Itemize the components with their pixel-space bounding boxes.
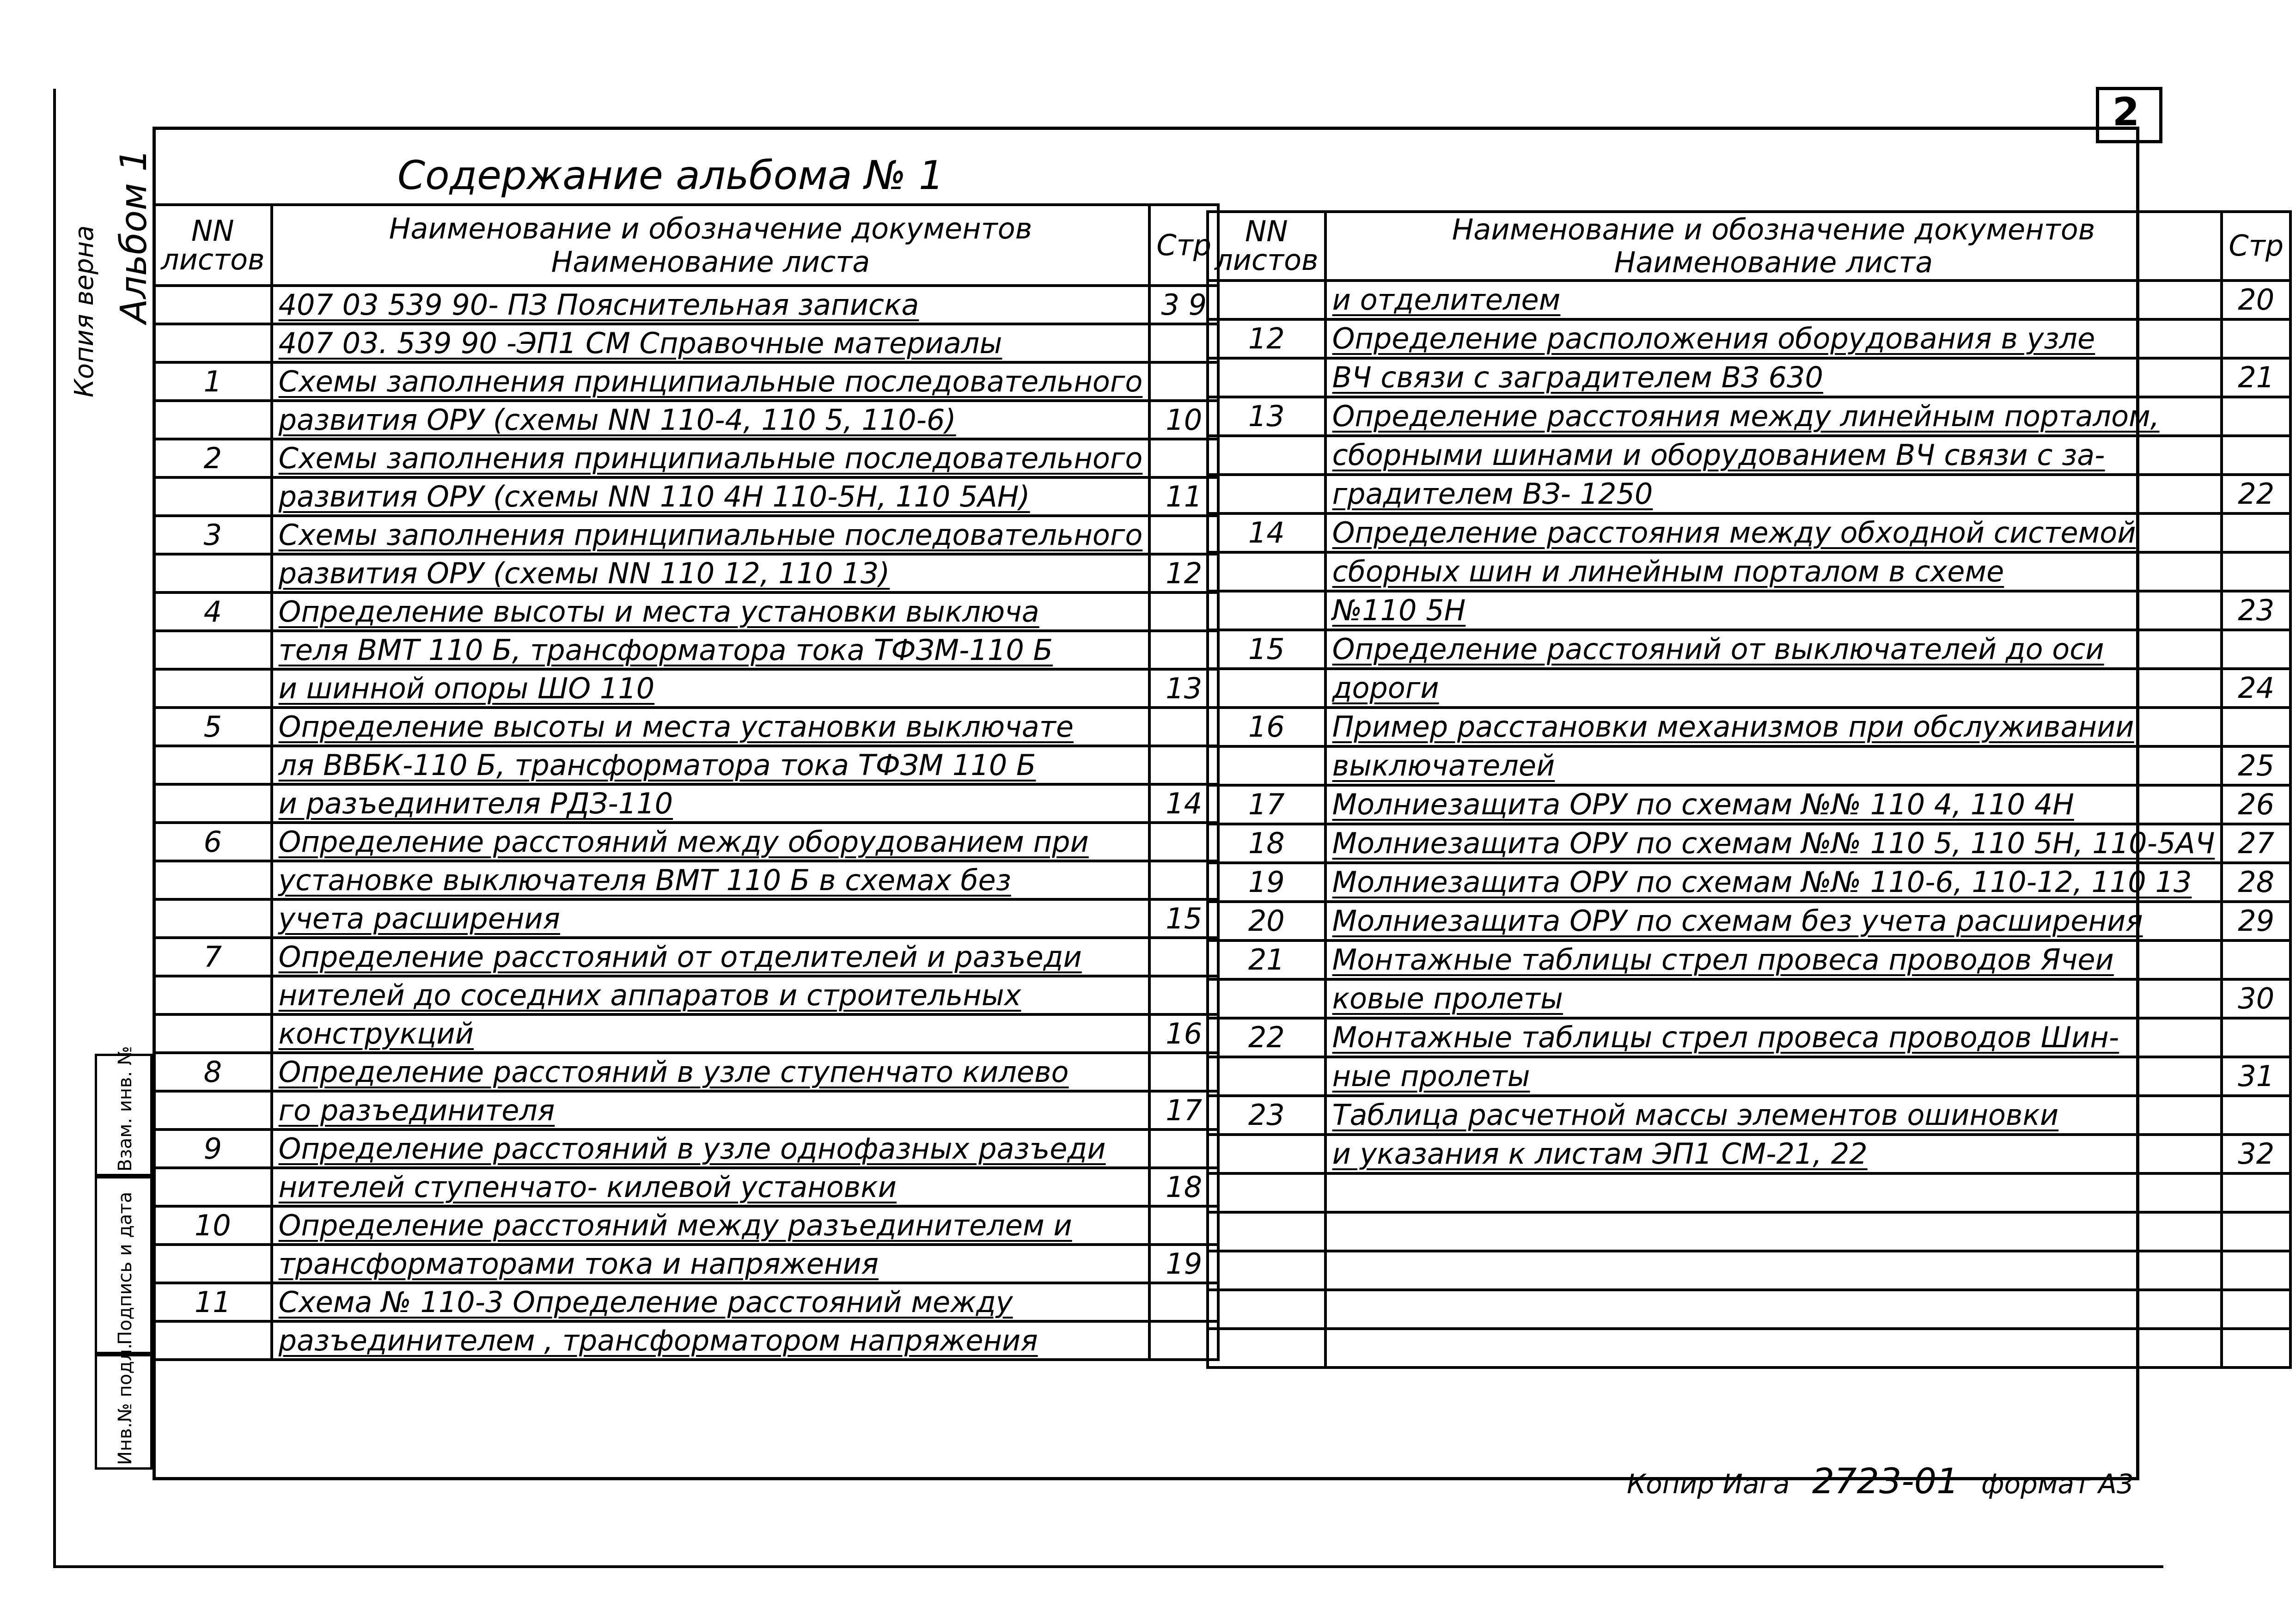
header-col-num: NN листов	[154, 205, 272, 286]
row-num: 23	[1208, 1096, 1325, 1135]
row-num	[1208, 979, 1325, 1018]
row-num	[1208, 436, 1325, 475]
table-row	[154, 401, 1218, 439]
row-num	[1208, 475, 1325, 513]
row-name: развития ОРУ (схемы NN 110 12, 110 13)	[272, 554, 1150, 592]
header-col-page: Стр	[2222, 212, 2290, 281]
stamp-sign-date: Подпись и дата	[115, 1191, 136, 1345]
row-name: Определение расстояний в узле ступенчато килево	[272, 1053, 1150, 1091]
table-row	[154, 1053, 1218, 1091]
row-num: 9	[154, 1129, 272, 1168]
table-row	[1208, 358, 2290, 397]
row-page: 11	[1149, 477, 1218, 516]
row-name: Определение расстояний между оборудованием при	[272, 823, 1150, 861]
row-name: нителей ступенчато- килевой установки	[272, 1168, 1150, 1206]
row-num	[154, 1014, 272, 1053]
sheet-number: 2	[2112, 89, 2140, 134]
row-name: Определение расположения оборудования в узле	[1325, 319, 2222, 358]
footer-line	[1627, 1460, 2134, 1502]
row-name: разъединителем , трансформатором напряжения	[272, 1321, 1150, 1360]
table-row	[154, 1168, 1218, 1206]
left-contents-table	[153, 203, 1220, 1361]
row-name: Определение расстояния между линейным порталом,	[1325, 397, 2222, 436]
table-row	[1208, 1251, 2290, 1290]
row-page	[2222, 436, 2290, 475]
table-row	[154, 899, 1218, 938]
table-row	[154, 631, 1218, 669]
row-num	[154, 1321, 272, 1360]
row-num: 20	[1208, 902, 1325, 940]
side-label-album: Альбом 1	[113, 148, 155, 324]
header-col-name	[1325, 212, 2222, 281]
row-name: Монтажные таблицы стрел провеса проводов Ячеи	[1325, 940, 2222, 979]
stamp-cell-orig	[95, 1343, 153, 1470]
table-row	[154, 784, 1218, 823]
table-row	[1208, 1057, 2290, 1096]
table-row	[1208, 513, 2290, 552]
table-row	[154, 324, 1218, 362]
row-name: развития ОРУ (схемы NN 110 4Н 110-5Н, 110 5АН)	[272, 477, 1150, 516]
row-name	[1325, 1251, 2222, 1290]
row-name: 407 03 539 90- ПЗ Пояснительная записка	[272, 286, 1150, 324]
row-page	[2222, 552, 2290, 591]
row-num	[1208, 358, 1325, 397]
row-num: 5	[154, 708, 272, 746]
row-num	[1208, 1173, 1325, 1212]
row-page: 25	[2222, 746, 2290, 785]
table-header-row	[154, 205, 1218, 286]
table-row	[1208, 1173, 2290, 1212]
row-name: Определение расстояний между разъединителем и	[272, 1206, 1150, 1245]
side-label-copy: Копия верна	[69, 225, 99, 397]
row-page	[2222, 513, 2290, 552]
header-col-page: Стр	[1149, 205, 1218, 286]
table-row	[1208, 552, 2290, 591]
row-num	[1208, 552, 1325, 591]
row-num	[154, 976, 272, 1014]
row-page: 22	[2222, 475, 2290, 513]
row-num	[1208, 1212, 1325, 1251]
row-name: развития ОРУ (схемы NN 110-4, 110 5, 110-6)	[272, 401, 1150, 439]
row-name: и разъединителя РДЗ-110	[272, 784, 1150, 823]
row-page: 18	[1149, 1168, 1218, 1206]
row-page: 12	[1149, 554, 1218, 592]
row-page: 14	[1149, 784, 1218, 823]
row-num	[154, 477, 272, 516]
row-num: 22	[1208, 1018, 1325, 1057]
header-name-line2: Наименование листа	[551, 244, 870, 279]
row-page: 29	[2222, 902, 2290, 940]
row-name: учета расширения	[272, 899, 1150, 938]
row-num	[1208, 669, 1325, 708]
row-name: и указания к листам ЭП1 СМ-21, 22	[1325, 1135, 2222, 1173]
table-header-row	[1208, 212, 2290, 281]
stamp-inv-orig: Инв.№ подл.	[115, 1343, 136, 1465]
row-page: 23	[2222, 591, 2290, 630]
row-name: Определение высоты и места установки выключа	[272, 592, 1150, 631]
stamp-inv-replace: Взам. инв. №	[115, 1046, 136, 1172]
table-row	[154, 861, 1218, 899]
table-row	[1208, 1018, 2290, 1057]
row-num	[154, 1091, 272, 1129]
row-num: 17	[1208, 785, 1325, 824]
row-page	[2222, 1212, 2290, 1251]
table-row	[154, 1091, 1218, 1129]
header-name-line1: Наименование и обозначение документов	[389, 212, 1032, 246]
row-num	[1208, 591, 1325, 630]
row-name: сборных шин и линейным порталом в схеме	[1325, 552, 2222, 591]
table-row	[154, 976, 1218, 1014]
row-name: сборными шинами и оборудованием ВЧ связи с за-	[1325, 436, 2222, 475]
table-row	[154, 1206, 1218, 1245]
row-page: 27	[2222, 824, 2290, 863]
row-page	[2222, 940, 2290, 979]
right-contents-table	[1206, 210, 2292, 1369]
table-row	[154, 477, 1218, 516]
row-num	[154, 784, 272, 823]
row-name: Определение расстояний от отделителей и разъеди	[272, 938, 1150, 976]
row-num: 14	[1208, 513, 1325, 552]
table-row	[1208, 669, 2290, 708]
stamp-block	[95, 1046, 153, 1470]
table-row	[1208, 863, 2290, 902]
row-num: 16	[1208, 708, 1325, 746]
row-num: 7	[154, 938, 272, 976]
table-row	[154, 938, 1218, 976]
row-num: 12	[1208, 319, 1325, 358]
row-page	[2222, 397, 2290, 436]
row-num: 1	[154, 362, 272, 401]
row-name: Молниезащита ОРУ по схемам №№ 110-6, 110-12, 110 13	[1325, 863, 2222, 902]
row-page: 17	[1149, 1091, 1218, 1129]
table-row	[154, 1245, 1218, 1283]
row-page	[2222, 630, 2290, 669]
row-page: 28	[2222, 863, 2290, 902]
row-name: конструкций	[272, 1014, 1150, 1053]
row-num: 21	[1208, 940, 1325, 979]
row-name: ВЧ связи с заградителем ВЗ 630	[1325, 358, 2222, 397]
row-num	[154, 324, 272, 362]
page-title: Содержание альбома № 1	[397, 153, 944, 199]
row-name: го разъединителя	[272, 1091, 1150, 1129]
table-row	[1208, 1096, 2290, 1135]
table-row	[154, 1283, 1218, 1321]
row-page	[2222, 1018, 2290, 1057]
row-num	[1208, 1135, 1325, 1173]
row-name: Схема № 110-3 Определение расстояний между	[272, 1283, 1150, 1321]
row-name	[1325, 1329, 2222, 1368]
header-col-num: NN листов	[1208, 212, 1325, 281]
row-num: 15	[1208, 630, 1325, 669]
row-page	[2222, 1329, 2290, 1368]
row-name: 407 03. 539 90 -ЭП1 СМ Справочные материалы	[272, 324, 1150, 362]
row-num: 10	[154, 1206, 272, 1245]
row-num	[154, 401, 272, 439]
row-name: нителей до соседних аппаратов и строительных	[272, 976, 1150, 1014]
row-name: теля ВМТ 110 Б, трансформатора тока ТФЗМ-110 Б	[272, 631, 1150, 669]
row-name: Схемы заполнения принципиальные последовательного	[272, 516, 1150, 554]
stamp-cell-sign	[95, 1176, 153, 1354]
row-num	[154, 631, 272, 669]
row-name	[1325, 1290, 2222, 1329]
row-num	[1208, 281, 1325, 319]
row-page: 10	[1149, 401, 1218, 439]
row-page: 32	[2222, 1135, 2290, 1173]
row-name: ля ВВБК-110 Б, трансформатора тока ТФЗМ 110 Б	[272, 746, 1150, 784]
row-num: 13	[1208, 397, 1325, 436]
row-page: 3 9	[1149, 286, 1218, 324]
footer-format: формат А3	[1981, 1468, 2134, 1500]
row-name	[1325, 1212, 2222, 1251]
table-row	[154, 708, 1218, 746]
table-row	[154, 439, 1218, 477]
row-name: установке выключателя ВМТ 110 Б в схемах без	[272, 861, 1150, 899]
table-row	[154, 823, 1218, 861]
row-name: Молниезащита ОРУ по схемам №№ 110 4, 110 4Н	[1325, 785, 2222, 824]
row-page	[2222, 1251, 2290, 1290]
row-page	[2222, 1290, 2290, 1329]
row-num: 11	[154, 1283, 272, 1321]
table-row	[154, 362, 1218, 401]
row-num	[1208, 746, 1325, 785]
footer-copied: Копир Иага	[1627, 1468, 1790, 1500]
table-row	[154, 516, 1218, 554]
table-row	[1208, 824, 2290, 863]
row-num	[154, 1168, 272, 1206]
row-name: градителем ВЗ- 1250	[1325, 475, 2222, 513]
row-name: Пример расстановки механизмов при обслуживании	[1325, 708, 2222, 746]
row-num	[154, 286, 272, 324]
row-name: №110 5Н	[1325, 591, 2222, 630]
row-num: 8	[154, 1053, 272, 1091]
row-page: 20	[2222, 281, 2290, 319]
table-row	[154, 554, 1218, 592]
row-name: Таблица расчетной массы элементов ошиновки	[1325, 1096, 2222, 1135]
row-name: выключателей	[1325, 746, 2222, 785]
row-name: Определение расстояний от выключателей до оси	[1325, 630, 2222, 669]
table-row	[1208, 1212, 2290, 1251]
row-num: 2	[154, 439, 272, 477]
row-name	[1325, 1173, 2222, 1212]
table-row	[154, 746, 1218, 784]
table-row	[154, 286, 1218, 324]
row-num: 3	[154, 516, 272, 554]
table-row	[1208, 940, 2290, 979]
row-name: Монтажные таблицы стрел провеса проводов Шин-	[1325, 1018, 2222, 1057]
table-row	[1208, 281, 2290, 319]
footer-code: 2723-01	[1812, 1460, 1959, 1502]
row-name: Схемы заполнения принципиальные последовательного	[272, 439, 1150, 477]
row-page	[2222, 1173, 2290, 1212]
row-name: дороги	[1325, 669, 2222, 708]
table-row	[1208, 1329, 2290, 1368]
row-num	[154, 669, 272, 708]
table-row	[154, 1014, 1218, 1053]
row-page	[2222, 1096, 2290, 1135]
row-name: Определение высоты и места установки выключате	[272, 708, 1150, 746]
table-row	[1208, 397, 2290, 436]
table-row	[1208, 475, 2290, 513]
row-name: Молниезащита ОРУ по схемам №№ 110 5, 110 5Н, 110-5АЧ	[1325, 824, 2222, 863]
row-name: ковые пролеты	[1325, 979, 2222, 1018]
row-num: 19	[1208, 863, 1325, 902]
row-num	[154, 861, 272, 899]
table-row	[154, 669, 1218, 708]
table-row	[154, 1321, 1218, 1360]
row-num	[154, 899, 272, 938]
row-num	[1208, 1290, 1325, 1329]
table-row	[1208, 979, 2290, 1018]
table-row	[1208, 746, 2290, 785]
row-page	[2222, 708, 2290, 746]
row-page: 21	[2222, 358, 2290, 397]
table-row	[1208, 319, 2290, 358]
row-num	[1208, 1251, 1325, 1290]
table-row	[1208, 591, 2290, 630]
row-num	[154, 746, 272, 784]
row-name: Определение расстояний в узле однофазных разъеди	[272, 1129, 1150, 1168]
row-page: 26	[2222, 785, 2290, 824]
row-name: Молниезащита ОРУ по схемам без учета расширения	[1325, 902, 2222, 940]
table-row	[1208, 630, 2290, 669]
row-name: трансформаторами тока и напряжения	[272, 1245, 1150, 1283]
row-name: Определение расстояния между обходной системой	[1325, 513, 2222, 552]
row-num: 6	[154, 823, 272, 861]
row-name: Схемы заполнения принципиальные последовательного	[272, 362, 1150, 401]
table-row	[1208, 1290, 2290, 1329]
row-page: 30	[2222, 979, 2290, 1018]
table-row	[1208, 436, 2290, 475]
row-name: и шинной опоры ШО 110	[272, 669, 1150, 708]
header-col-name	[272, 205, 1150, 286]
table-row	[154, 592, 1218, 631]
table-row	[1208, 785, 2290, 824]
row-name: ные пролеты	[1325, 1057, 2222, 1096]
row-num: 4	[154, 592, 272, 631]
row-page	[2222, 319, 2290, 358]
stamp-cell-replace	[95, 1046, 153, 1176]
table-row	[1208, 902, 2290, 940]
row-num	[1208, 1329, 1325, 1368]
header-name-line1: Наименование и обозначение документов	[1452, 213, 2095, 246]
table-row	[1208, 1135, 2290, 1173]
row-num	[154, 1245, 272, 1283]
row-page: 24	[2222, 669, 2290, 708]
row-num: 18	[1208, 824, 1325, 863]
row-page: 31	[2222, 1057, 2290, 1096]
row-num	[1208, 1057, 1325, 1096]
header-name-line2: Наименование листа	[1614, 245, 1933, 280]
table-row	[154, 1129, 1218, 1168]
row-page: 15	[1149, 899, 1218, 938]
row-page: 16	[1149, 1014, 1218, 1053]
row-page: 19	[1149, 1245, 1218, 1283]
table-row	[1208, 708, 2290, 746]
row-name: и отделителем	[1325, 281, 2222, 319]
row-page: 13	[1149, 669, 1218, 708]
row-num	[154, 554, 272, 592]
